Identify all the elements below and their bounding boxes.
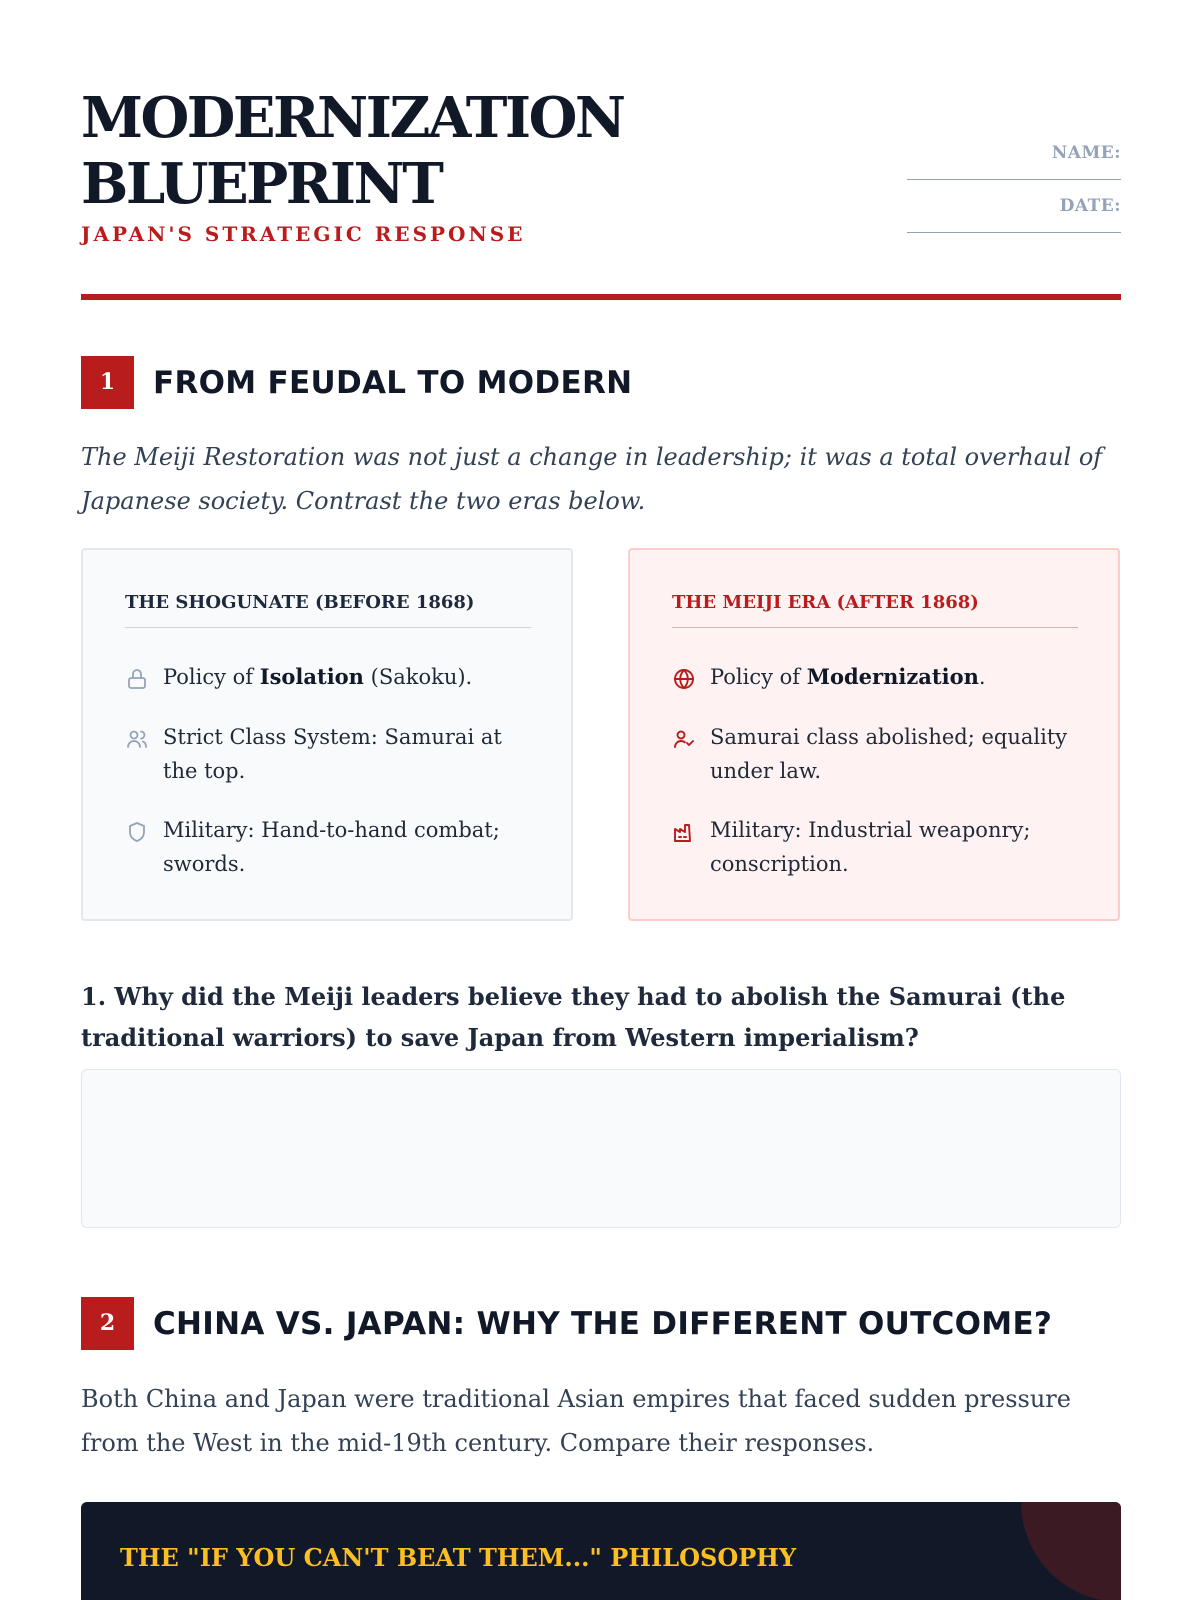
item-text-suffix: (Sakoku).: [363, 665, 473, 689]
section-title: FROM FEUDAL TO MODERN: [153, 365, 633, 401]
section-1-heading: [81, 356, 1121, 408]
answer-box[interactable]: [81, 1069, 1121, 1228]
card-item: [672, 660, 1082, 694]
section-title: CHINA VS. JAPAN: WHY THE DIFFERENT OUTCOME?: [153, 1306, 1053, 1342]
item-text: Military: Industrial weaponry; conscription.: [710, 818, 1031, 876]
item-text: Policy of: [710, 665, 807, 689]
users-icon: [125, 727, 149, 751]
worksheet-header: [81, 85, 1121, 305]
section-1-intro: The Meiji Restoration was not just a change in leadership; it was a total overhaul of Japanese society. Contrast the two eras below.: [81, 443, 1103, 515]
question-1: 1. Why did the Meiji leaders believe they had to abolish the Samurai (the traditional warriors) to save Japan from Western imperialism?: [81, 982, 1066, 1052]
card-item: [125, 813, 535, 881]
item-text: Samurai class abolished; equality under law.: [710, 725, 1068, 783]
card-item: [125, 720, 535, 788]
card-title: THE MEIJI ERA (AFTER 1868): [672, 592, 1078, 628]
callout-title: THE "IF YOU CAN'T BEAT THEM..." PHILOSOPHY: [120, 1543, 797, 1572]
title-line-2: BLUEPRINT: [81, 151, 442, 217]
user-check-icon: [672, 727, 696, 751]
page-subtitle: JAPAN'S STRATEGIC RESPONSE: [81, 222, 526, 246]
shogunate-card: [81, 548, 573, 921]
card-title: THE SHOGUNATE (BEFORE 1868): [125, 592, 531, 628]
card-item: [672, 813, 1082, 881]
item-emphasis: Isolation: [259, 664, 364, 689]
card-item: [672, 720, 1082, 788]
item-text-suffix: .: [978, 665, 986, 689]
item-text: Military: Hand-to-hand combat; swords.: [163, 818, 500, 876]
student-info: [907, 143, 1121, 249]
item-text: Strict Class System: Samurai at the top.: [163, 725, 502, 783]
name-field[interactable]: [907, 165, 1121, 180]
item-emphasis: Modernization: [806, 664, 979, 689]
date-field[interactable]: [907, 218, 1121, 233]
name-label: NAME:: [1051, 143, 1121, 163]
date-label: DATE:: [1059, 196, 1121, 216]
title-line-1: MODERNIZATION: [81, 85, 624, 151]
page-title: [81, 85, 624, 217]
callout-decoration: [1021, 1502, 1121, 1600]
section-2-heading: [81, 1297, 1121, 1349]
card-item: [125, 660, 535, 694]
section-number-badge: 2: [81, 1297, 134, 1350]
globe-icon: [672, 667, 696, 691]
shield-icon: [125, 820, 149, 844]
section-2-intro: Both China and Japan were traditional Asian empires that faced sudden pressure from the West in the mid-19th century. Compare their responses.: [81, 1385, 1071, 1457]
philosophy-callout: [81, 1502, 1121, 1600]
section-number-badge: 1: [81, 356, 134, 409]
factory-icon: [672, 820, 696, 844]
item-text: Policy of: [163, 665, 260, 689]
lock-icon: [125, 667, 149, 691]
meiji-card: [628, 548, 1120, 921]
header-divider: [81, 294, 1121, 300]
